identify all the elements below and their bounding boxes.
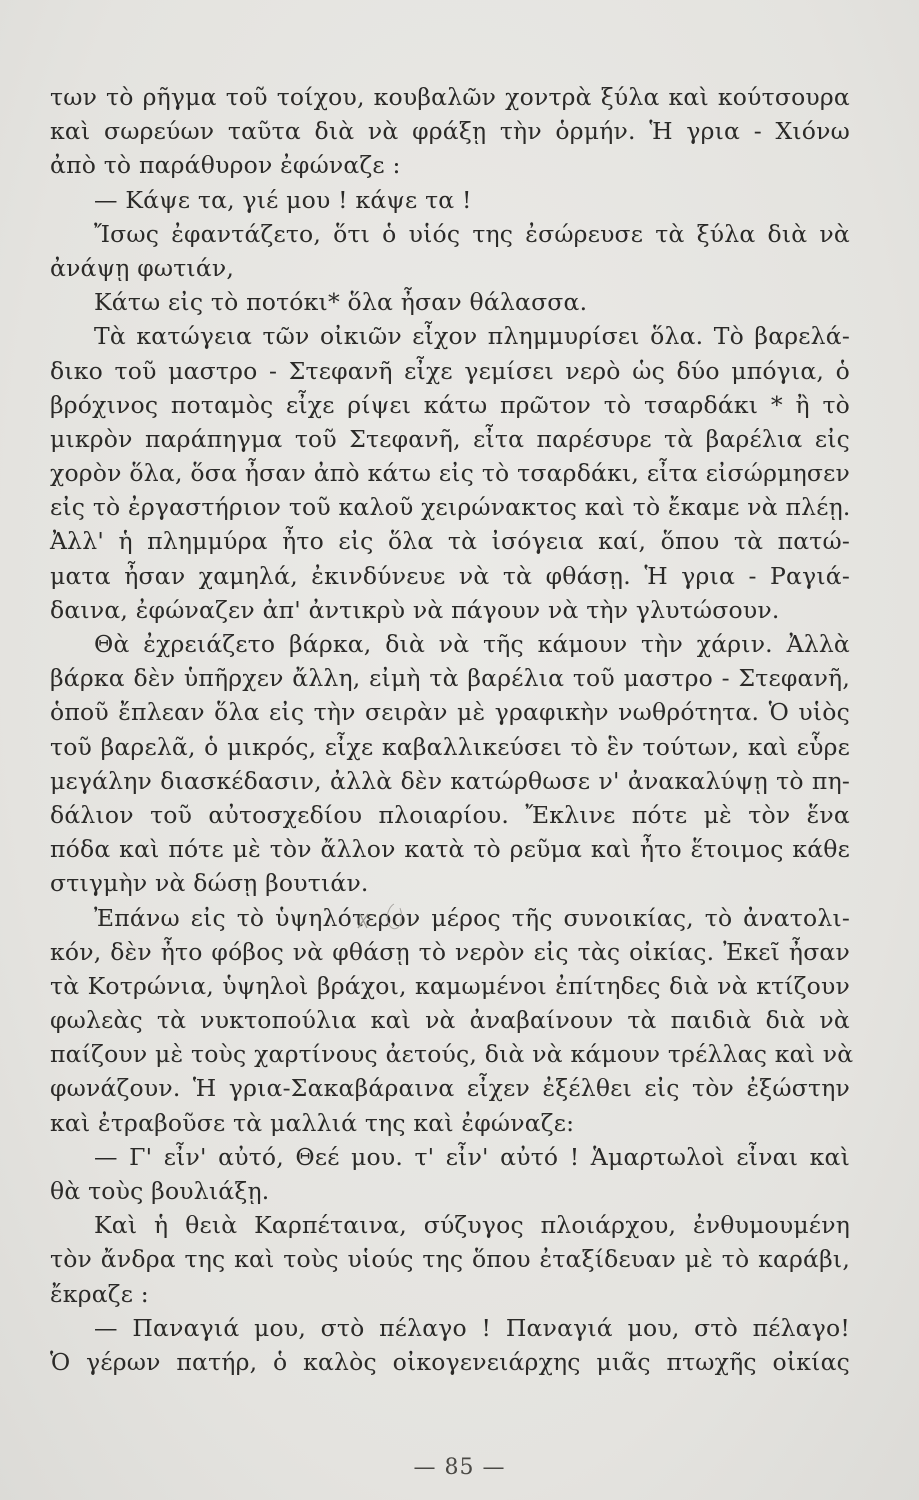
body-text [50, 80, 854, 1379]
text-line: ματα ἦσαν χαμηλά, ἐκινδύνευε νὰ τὰ φθάσῃ. Ἡ γρια - Ραγιά- [50, 561, 850, 590]
text-line: Τὰ κατώγεια τῶν οἰκιῶν εἶχον πλημμυρίσει ὅλα. Τὸ βαρελά- [94, 322, 850, 351]
text-line: — Γ' εἶν' αὐτό, Θεέ μου. τ' εἶν' αὐτό ! Ἁμαρτωλοὶ εἶναι καὶ [94, 1142, 850, 1171]
text-line: κόν, δὲν ἦτο φόβος νὰ φθάσῃ τὸ νερὸν εἰς τὰς οἰκίας. Ἐκεῖ ἦσαν [50, 937, 850, 966]
text-line: Καὶ ἡ θειὰ Καρπέταινα, σύζυγος πλοιάρχου, ἐνθυμουμένη [94, 1211, 850, 1240]
text-line: τὰ Κοτρώνια, ὑψηλοὶ βράχοι, καμωμένοι ἐπίτηδες διὰ νὰ κτίζουν [50, 971, 850, 1000]
text-line: Κάτω εἰς τὸ ποτόκι* ὅλα ἦσαν θάλασσα. [94, 288, 588, 317]
text-line: στιγμὴν νὰ δώσῃ βουτιάν. [50, 869, 369, 898]
text-line: — Κάψε τα, γιέ μου ! κάψε τα ! [94, 185, 472, 214]
text-line: δικο τοῦ μαστρο - Στεφανῆ εἶχε γεμίσει νερὸ ὡς δύο μπόγια, ὁ [50, 356, 850, 385]
text-line: μικρὸν παράπηγμα τοῦ Στεφανῆ, εἶτα παρέσυρε τὰ βαρέλια εἰς [50, 424, 850, 453]
pencil-mark [354, 898, 414, 938]
text-line: φωλεὰς τὰ νυκτοπούλια καὶ νὰ ἀναβαίνουν τὰ παιδιὰ διὰ νὰ [50, 1006, 850, 1035]
text-line: εἰς τὸ ἐργαστήριον τοῦ καλοῦ χειρώνακτος καὶ τὸ ἔκαμε νὰ πλέῃ. [50, 493, 851, 522]
text-line: καὶ σωρεύων ταῦτα διὰ νὰ φράξῃ τὴν ὁρμήν. Ἡ γρια - Χιόνω [50, 117, 850, 146]
text-line: Θὰ ἐχρειάζετο βάρκα, διὰ νὰ τῆς κάμουν τὴν χάριν. Ἀλλὰ [94, 630, 850, 658]
text-line: των τὸ ρῆγμα τοῦ τοίχου, κουβαλῶν χοντρὰ ξύλα καὶ κούτσουρα [50, 83, 850, 111]
text-line: — Παναγιά μου, στὸ πέλαγο ! Παναγιά μου, στὸ πέλαγο! [94, 1313, 850, 1342]
text-line: τὸν ἄνδρα της καὶ τοὺς υἱούς της ὅπου ἐταξίδευαν μὲ τὸ καράβι, [50, 1245, 850, 1274]
text-line: Ἐπάνω εἰς τὸ ὑψηλότερον μέρος τῆς συνοικίας, τὸ ἀνατολι- [94, 903, 850, 932]
text-line: μεγάλην διασκέδασιν, ἀλλὰ δὲν κατώρθωσε ν' ἀνακαλύψῃ τὸ πη- [50, 766, 850, 795]
text-line: ἀπὸ τὸ παράθυρον ἐφώναζε : [50, 151, 401, 180]
text-line: ἔκραζε : [50, 1279, 149, 1308]
page-number: — 85 — [413, 1455, 506, 1480]
text-line: βρόχινος ποταμὸς εἶχε ρίψει κάτω πρῶτον τὸ τσαρδάκι * ἢ τὸ [50, 390, 850, 419]
text-line: φωνάζουν. Ἡ γρια-Σακαβάραινα εἶχεν ἐξέλθει εἰς τὸν ἐξώστην [50, 1074, 850, 1103]
text-line: χορὸν ὅλα, ὅσα ἦσαν ἀπὸ κάτω εἰς τὸ τσαρδάκι, εἶτα εἰσώρμησεν [50, 459, 850, 488]
text-line: τοῦ βαρελᾶ, ὁ μικρός, εἶχε καβαλλικεύσει τὸ ἓν τούτων, καὶ εὗρε [50, 732, 850, 761]
text-line: πόδα καὶ πότε μὲ τὸν ἄλλον κατὰ τὸ ρεῦμα καὶ ἦτο ἕτοιμος κάθε [50, 835, 850, 864]
text-line: Ὁ γέρων πατήρ, ὁ καλὸς οἰκογενειάρχης μιᾶς πτωχῆς οἰκίας [50, 1347, 850, 1376]
text-line: Ἀλλ' ἡ πλημμύρα ἦτο εἰς ὅλα τὰ ἰσόγεια καί, ὅπου τὰ πατώ- [50, 527, 850, 556]
text-line: Ἴσως ἐφαντάζετο, ὅτι ὁ υἱός της ἐσώρευσε τὰ ξύλα διὰ νὰ [94, 219, 850, 248]
text-line: ὁποῦ ἔπλεαν ὅλα εἰς τὴν σειρὰν μὲ γραφικὴν νωθρότητα. Ὁ υἱὸς [50, 698, 850, 727]
text-line: βάρκα δὲν ὑπῆρχεν ἄλλη, εἰμὴ τὰ βαρέλια τοῦ μαστρο - Στεφανῆ, [50, 664, 850, 693]
text-line: δάλιον τοῦ αὐτοσχεδίου πλοιαρίου. Ἔκλινε πότε μὲ τὸν ἕνα [50, 800, 850, 829]
text-line: καὶ ἐτραβοῦσε τὰ μαλλιά της καὶ ἐφώναζε: [50, 1108, 575, 1137]
text-line: δαινα, ἐφώναζεν ἀπ' ἀντικρὺ νὰ πάγουν νὰ τὴν γλυτώσουν. [50, 595, 780, 624]
text-line: θὰ τοὺς βουλιάξῃ. [50, 1177, 270, 1205]
text-line: παίζουν μὲ τοὺς χαρτίνους ἀετούς, διὰ νὰ κάμουν τρέλλας καὶ νὰ [50, 1040, 854, 1069]
text-line: ἀνάψῃ φωτιάν, [50, 253, 235, 282]
